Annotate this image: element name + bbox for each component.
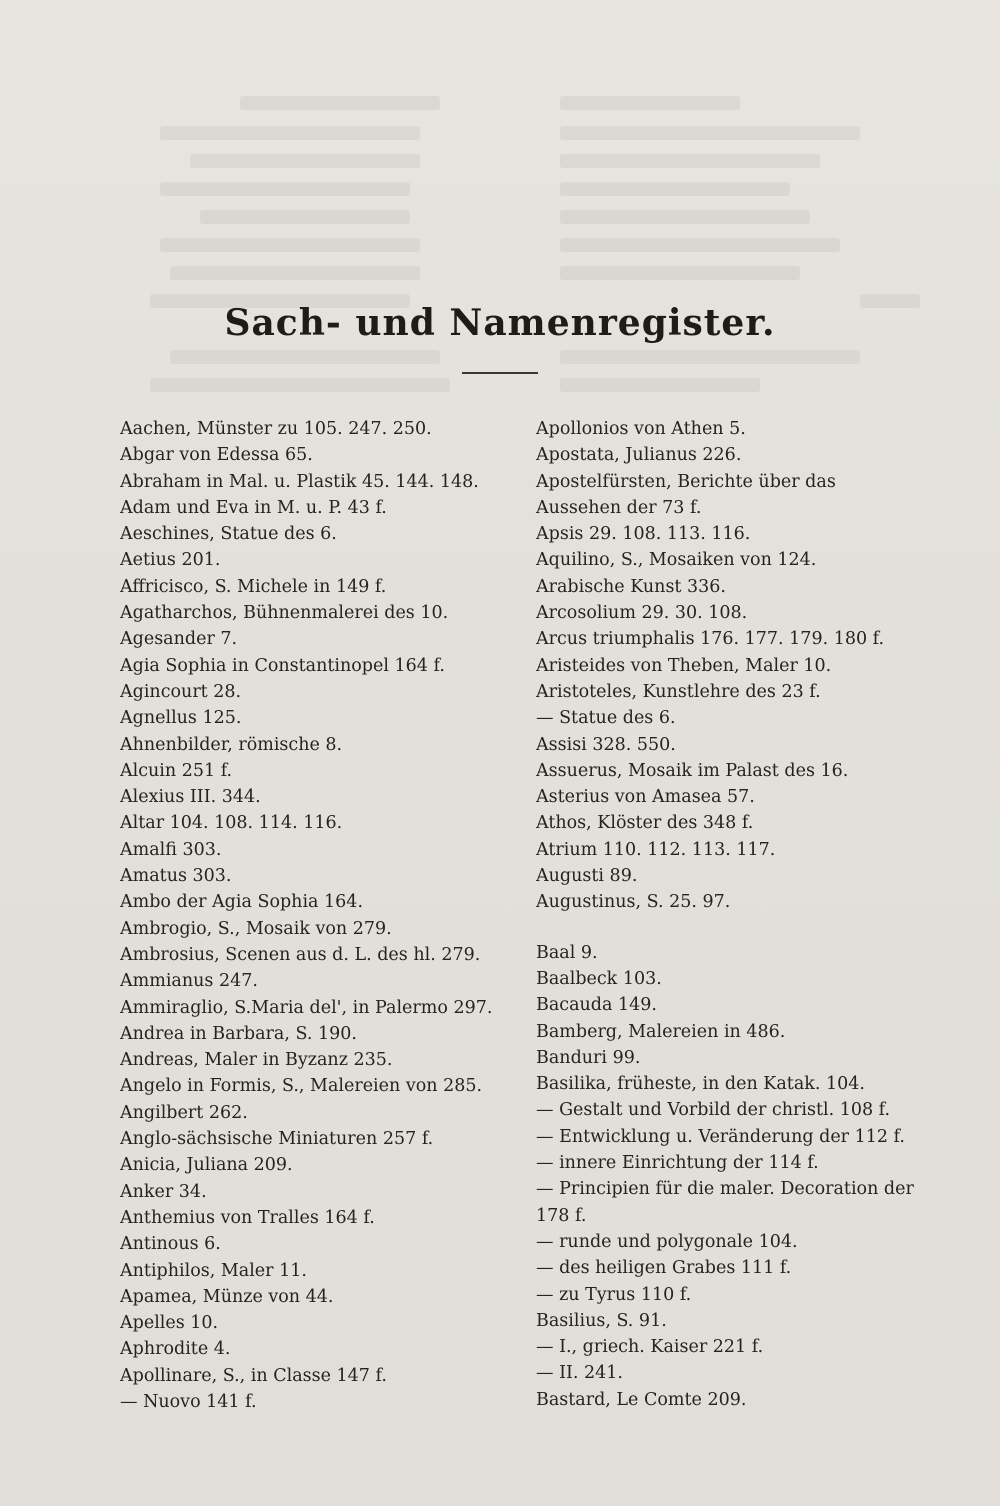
index-entry: — Statue des 6. — [536, 708, 676, 729]
index-entry: Bamberg, Malereien in 486. — [536, 1021, 786, 1042]
index-entry: Arcus triumphalis 176. 177. 179. 180 f. — [536, 629, 885, 650]
index-entry: Abgar von Edessa 65. — [120, 445, 313, 466]
index-entry: — Principien für die maler. Decoration der 178 f. — [536, 1179, 914, 1226]
index-entry: Anthemius von Tralles 164 f. — [120, 1207, 375, 1228]
index-entry: Apollonios von Athen 5. — [536, 419, 746, 439]
index-entry: Agesander 7. — [120, 629, 238, 650]
index-entry: Apostelfürsten, Berichte über das Aussehen der 73 f. — [536, 471, 836, 518]
index-entry: Assuerus, Mosaik im Palast des 16. — [536, 760, 849, 781]
index-entry: Apelles 10. — [120, 1313, 219, 1334]
index-entry: Andreas, Maler in Byzanz 235. — [120, 1050, 393, 1071]
index-entry: — innere Einrichtung der 114 f. — [536, 1153, 819, 1174]
index-entry: Ahnenbilder, römische 8. — [120, 734, 343, 755]
index-entry: Basilika, früheste, in den Katak. 104. — [536, 1074, 865, 1095]
index-entry: Angelo in Formis, S., Malereien von 285. — [120, 1076, 483, 1097]
index-entry: Altar 104. 108. 114. 116. — [120, 813, 343, 834]
index-entry: Assisi 328. 550. — [536, 734, 676, 755]
index-entry: Atrium 110. 112. 113. 117. — [536, 839, 776, 860]
index-entry: Angilbert 262. — [120, 1102, 248, 1123]
index-entry: Antiphilos, Maler 11. — [120, 1260, 307, 1281]
index-entry: Agatharchos, Bühnenmalerei des 10. — [120, 603, 449, 624]
index-entry: Baal 9. — [536, 942, 598, 963]
index-entry: Bacauda 149. — [536, 995, 657, 1016]
index-entry: Ammianus 247. — [120, 971, 258, 992]
index-entry: Ammiraglio, S.Maria del', in Palermo 297. — [120, 997, 493, 1018]
index-entry: Aetius 201. — [120, 550, 221, 571]
index-entry: Anker 34. — [120, 1181, 207, 1202]
index-entry: Aquilino, S., Mosaiken von 124. — [536, 550, 817, 571]
index-entry: Aristeides von Theben, Maler 10. — [536, 655, 832, 676]
index-entry: — Entwicklung u. Veränderung der 112 f. — [536, 1126, 905, 1147]
index-entry: Agincourt 28. — [120, 681, 242, 702]
index-entry: Agia Sophia in Constantinopel 164 f. — [120, 655, 445, 676]
index-entry: Aphrodite 4. — [120, 1339, 231, 1360]
index-column-right — [536, 416, 918, 1413]
index-entry: Alcuin 251 f. — [120, 760, 233, 781]
index-entry: Baalbeck 103. — [536, 968, 662, 989]
index-entry: Affricisco, S. Michele in 149 f. — [120, 576, 387, 597]
index-entry: Anglo-sächsische Miniaturen 257 f. — [120, 1129, 434, 1150]
index-entry: Ambrogio, S., Mosaik von 279. — [120, 918, 392, 939]
index-entry: Abraham in Mal. u. Plastik 45. 144. 148. — [120, 471, 479, 492]
index-entry: Apostata, Julianus 226. — [536, 445, 742, 466]
page-title: Sach- und Namenregister. — [224, 302, 776, 344]
index-entry: Bastard, Le Comte 209. — [536, 1389, 747, 1410]
index-entry: Augusti 89. — [536, 866, 638, 887]
index-entry: Arcosolium 29. 30. 108. — [536, 603, 748, 624]
index-entry: — II. 241. — [536, 1363, 623, 1384]
index-entry: — I., griech. Kaiser 221 f. — [536, 1337, 764, 1358]
index-entry: — zu Tyrus 110 f. — [536, 1284, 692, 1305]
section-gap — [536, 916, 918, 940]
index-entry: Aachen, Münster zu 105. 247. 250. — [120, 419, 432, 439]
index-entry: Augustinus, S. 25. 97. — [536, 892, 731, 913]
index-entry: Apamea, Münze von 44. — [120, 1286, 334, 1307]
index-entry: Athos, Klöster des 348 f. — [536, 813, 754, 834]
index-entry: Aeschines, Statue des 6. — [120, 524, 337, 545]
title-rule — [462, 372, 538, 374]
index-entry: Arabische Kunst 336. — [536, 576, 726, 597]
index-column-left — [120, 416, 512, 1415]
index-entry: Alexius III. 344. — [120, 787, 261, 808]
index-entry: — Gestalt und Vorbild der christl. 108 f. — [536, 1100, 891, 1121]
index-entry: Anicia, Juliana 209. — [120, 1155, 293, 1176]
index-entry: — Nuovo 141 f. — [120, 1391, 257, 1412]
index-entry: Apollinare, S., in Classe 147 f. — [120, 1365, 387, 1386]
index-entry: Basilius, S. 91. — [536, 1310, 667, 1331]
index-entry: Asterius von Amasea 57. — [536, 787, 755, 808]
index-entry: Adam und Eva in M. u. P. 43 f. — [120, 497, 387, 518]
index-entry: Ambo der Agia Sophia 164. — [120, 892, 364, 913]
index-entry: Ambrosius, Scenen aus d. L. des hl. 279. — [120, 944, 481, 965]
index-entry: Agnellus 125. — [120, 708, 242, 729]
index-entry: Apsis 29. 108. 113. 116. — [536, 524, 751, 545]
index-entry: Banduri 99. — [536, 1047, 641, 1068]
index-entry: Amalfi 303. — [120, 839, 222, 860]
index-entry: — des heiligen Grabes 111 f. — [536, 1258, 792, 1279]
index-entry: Amatus 303. — [120, 866, 232, 887]
index-entry: Andrea in Barbara, S. 190. — [120, 1023, 357, 1044]
index-entry: — runde und polygonale 104. — [536, 1231, 798, 1252]
index-entry: Antinous 6. — [120, 1234, 221, 1255]
index-entry: Aristoteles, Kunstlehre des 23 f. — [536, 681, 821, 702]
